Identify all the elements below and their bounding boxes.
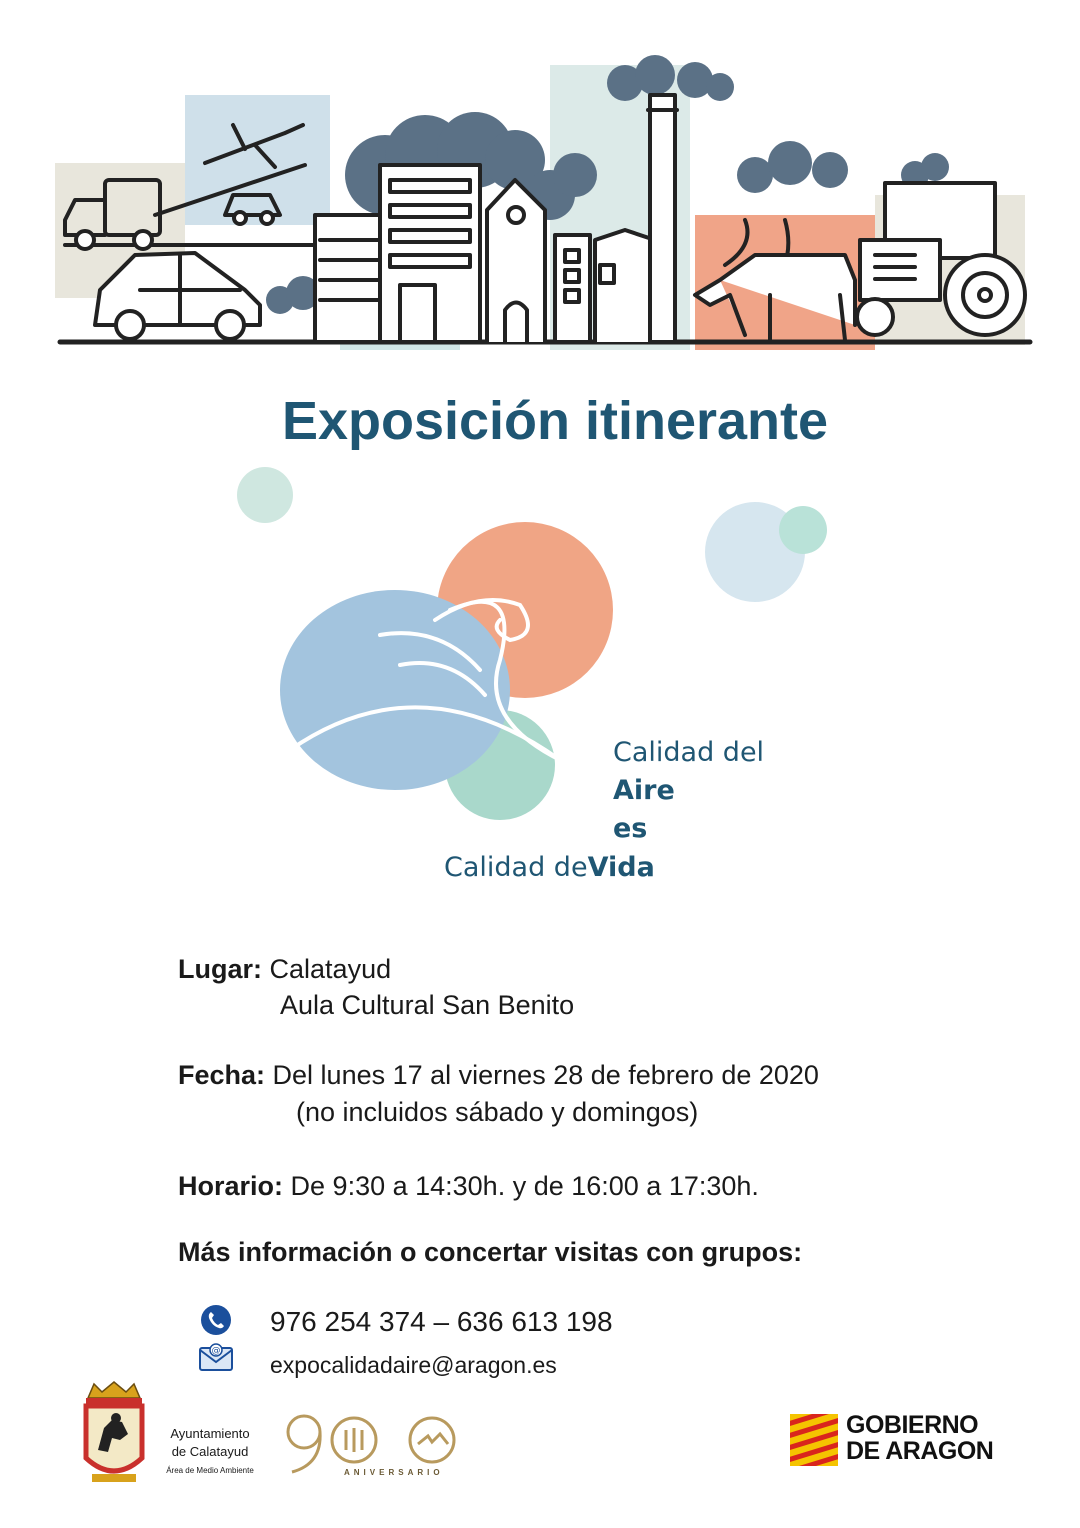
gobierno-line-2: DE ARAGON xyxy=(846,1437,994,1465)
aragon-flag-icon xyxy=(790,1414,838,1466)
logo-line-1: Calidad del xyxy=(613,737,765,768)
ayuntamiento-text xyxy=(155,1425,265,1461)
deco-bubble-green xyxy=(779,506,827,554)
more-info-text: Más información o concertar visitas con grupos: xyxy=(178,1237,803,1267)
place-line-2: Aula Cultural San Benito xyxy=(280,990,575,1020)
date-value: Del lunes 17 al viernes 28 de febrero de 2020 xyxy=(272,1060,819,1090)
gobierno-aragon-text xyxy=(846,1412,993,1464)
logo-line-4-bold: Vida xyxy=(587,852,655,883)
poster-title: Exposición itinerante xyxy=(281,391,829,451)
hours-line xyxy=(178,1171,759,1202)
city-pollution-illustration xyxy=(55,55,1035,355)
ayuntamiento-line-1: Ayuntamiento xyxy=(170,1426,250,1441)
phone-numbers[interactable]: 976 254 374 – 636 613 198 xyxy=(270,1306,613,1337)
logo-line-4 xyxy=(444,852,655,883)
hours-value: De 9:30 a 14:30h. y de 16:00 a 17:30h. xyxy=(290,1171,759,1201)
phone-icon xyxy=(200,1304,232,1336)
hours-label: Horario: xyxy=(178,1171,284,1201)
place-line xyxy=(178,954,391,985)
place-value: Calatayud xyxy=(269,954,392,984)
svg-text:@: @ xyxy=(211,1346,221,1356)
logo-line-2: Aire xyxy=(613,775,675,806)
gobierno-line-1: GOBIERNO xyxy=(846,1411,979,1439)
aniversario-text: ANIVERSARIO xyxy=(344,1468,444,1477)
date-line-2: (no incluidos sábado y domingos) xyxy=(296,1097,699,1127)
logo-line-4-prefix: Calidad de xyxy=(444,852,588,883)
air-quality-logo xyxy=(220,460,860,890)
date-line xyxy=(178,1060,819,1091)
calatayud-coat-of-arms-icon xyxy=(78,1380,150,1488)
ayuntamiento-subtitle: Área de Medio Ambiente xyxy=(166,1466,254,1475)
logo-line-3: es xyxy=(613,813,648,844)
blue-bubble xyxy=(280,590,510,790)
ayuntamiento-line-2: de Calatayud xyxy=(171,1444,249,1459)
email-address[interactable]: expocalidadaire@aragon.es xyxy=(270,1352,557,1378)
email-icon xyxy=(198,1342,234,1372)
date-label: Fecha: xyxy=(178,1060,266,1090)
place-label: Lugar: xyxy=(178,954,262,984)
deco-bubble-teal xyxy=(237,467,293,523)
